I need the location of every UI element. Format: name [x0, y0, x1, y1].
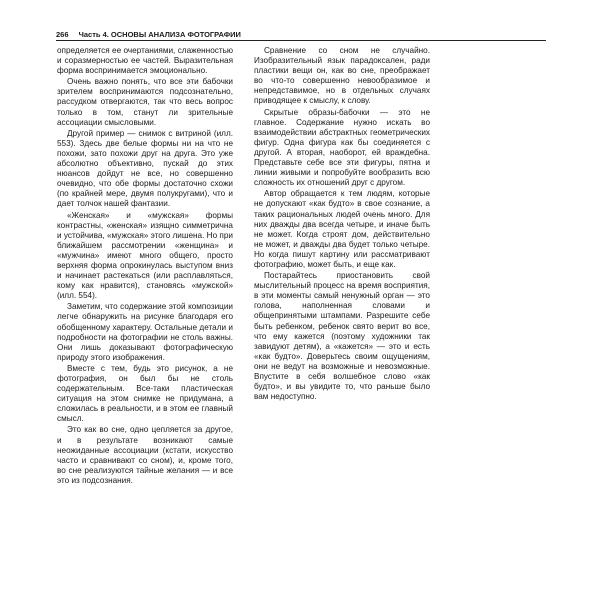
- paragraph: Постарайтесь приостановить свой мыслительный процесс на время восприятия, в эти моменты самый ненужный орган — это голова, наполненная словами и общепринятыми штампами. Разрешите себе быть ребенком, ребенок свято верит во все, что ему кажется (поэтому художники так завидуют детям), а «кажется» — это и есть «как будто». Доверьтесь своим ощущениям, они не ведут на возможные и невозможные. Впустите в себя волшебное слово «как будто», и вы увидите то, что раньше было вам недоступно.: [254, 271, 430, 402]
- paragraph: Заметим, что содержание этой композиции легче обнаружить на рисунке благодаря его обобщенному характеру. Остальные детали и подробности на фотографии не столь важны. Они лишь доказывают фотографическую природу этого изображения.: [57, 302, 233, 362]
- paragraph: определяется ее очертаниями, слаженностью и соразмерностью ее частей. Выразительная форма воспринимается эмоционально.: [57, 46, 233, 76]
- part-title: Часть 4. ОСНОВЫ АНАЛИЗА ФОТОГРАФИИ: [78, 30, 241, 39]
- left-column: [57, 46, 233, 487]
- paragraph: Скрытые образы-бабочки — это не главное. Содержание нужно искать во взаимодействии абстрактных геометрических фигур. Одна фигура как бы соединяется с другой. А вторая, наоборот, ей враждебна. Представьте себе все эти фигуры, пятна и линии живыми и попробуйте вообразить всю сложность их отношений друг с другом.: [254, 107, 430, 188]
- paragraph: Другой пример — снимок с витриной (илл. 553). Здесь две белые формы ни на что не похожи, зато похожи друг на друга. Это уже абсолютно объективно, пускай до этих нюансов дойдут не все, но совершенно очевидно, что обе формы достаточно схожи (по крайней мере, двумя полукругами), что и дает толчок нашей фантазии.: [57, 128, 233, 209]
- paragraph: Это как во сне, одно цепляется за другое, и в результате возникают самые неожиданные ассоциации (кстати, искусство часто и сравнивают со сном), и, кроме того, во сне реализуются тайные желания — и все это из подсознания.: [57, 425, 233, 485]
- header-rule: [56, 40, 546, 41]
- right-column: [254, 46, 430, 403]
- paragraph: Автор обращается к тем людям, которые не допускают «как будто» в свое сознание, а таких рациональных людей очень много. Для них дважды два всегда четыре, и иначе быть не может. Когда строят дом, действительно не может, и дважды два будет только четыре. Но когда пишут картину или рассматривают фотографию, может быть, и еще как.: [254, 189, 430, 269]
- paragraph: «Женская» и «мужская» формы контрастны, «женская» изящно симметрична и устойчива, «мужская» этого лишена. Но при ближайшем рассмотрении «женщина» и «мужчина» имеют много общего, просто верхняя форма опрокинулась выступом вниз и начинает растекаться (или расплавляться, кому как нравится), становясь «мужской» (илл. 554).: [57, 210, 233, 301]
- page-number: 266: [56, 30, 69, 39]
- paragraph: Сравнение со сном не случайно. Изобразительный язык парадоксален, ради пластики вещи он, как во сне, преображает во что-то совершенно невообразимое и непредставимое, но в отдельных случаях приводящее к смыслу, к слову.: [254, 46, 430, 106]
- paragraph: Вместе с тем, будь это рисунок, а не фотография, он был бы не столь содержательным. Все-таки пластическая ситуация на этом снимке не придумана, а сложилась в реальности, и в этом ее главный смысл.: [57, 363, 233, 424]
- paragraph: Очень важно понять, что все эти бабочки зрителем воспринимаются подсознательно, рассудком отвергаются, так что весь вопрос только в том, станут ли зрительные ассоциации смысловыми.: [57, 77, 233, 127]
